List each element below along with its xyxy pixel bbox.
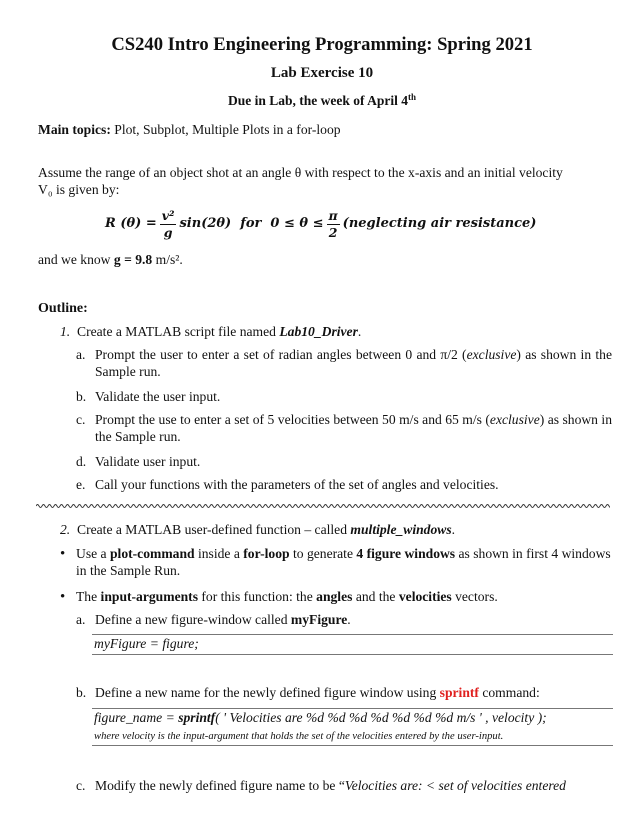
sub-item-define-figure xyxy=(76,612,612,629)
main-topics-text: Plot, Subplot, Multiple Plots in a for-loop xyxy=(110,122,341,137)
sub-item-text: Validate user input. xyxy=(95,454,201,469)
main-topics-label: Main topics: xyxy=(38,122,111,137)
fraction-v2-over-g xyxy=(160,208,177,241)
code-line: myFigure = figure; xyxy=(94,636,199,651)
code-part: figure_name = xyxy=(94,710,179,725)
code-bold-part: sprintf xyxy=(178,710,216,725)
due-date xyxy=(0,93,644,109)
code-part: ( ' Velocities are %d %d %d %d %d %d %d m/s ' , velocity ); xyxy=(215,710,547,725)
bullet-text-part: for this function: the xyxy=(197,589,317,604)
bullet-dot-icon: • xyxy=(60,546,66,562)
bullet-dot-icon: • xyxy=(60,589,66,605)
sub-item-text-part: Define a new name for the newly defined figure window using xyxy=(95,685,440,700)
sub-item-text-part: Modify the newly defined figure name to be “ xyxy=(95,778,345,793)
sub-item-text xyxy=(95,685,612,702)
outline-item-1 xyxy=(60,324,612,341)
intro-line-1: Assume the range of an object shot at an angle θ with respect to the x-axis and an initial velocity xyxy=(38,165,563,180)
outline-heading: Outline: xyxy=(38,301,88,316)
fraction-numerator: v² xyxy=(161,207,175,223)
sub-item-c xyxy=(76,412,612,445)
sub-item-text xyxy=(95,347,612,380)
sub-item-text: Validate the user input. xyxy=(95,389,221,404)
range-equation xyxy=(105,202,605,246)
sub-item-e xyxy=(76,477,612,494)
fraction-numerator: π xyxy=(328,207,338,223)
bullet-text xyxy=(76,589,612,606)
intro-line-2: V₀ is given by: xyxy=(38,181,120,197)
fraction-pi-over-2 xyxy=(327,208,340,241)
sub-item-bold-part: myFigure xyxy=(290,612,348,627)
item-suffix: . xyxy=(357,324,362,339)
sub-item-b xyxy=(76,389,612,406)
sub-item-label: c. xyxy=(76,412,86,427)
item-number: 2. xyxy=(60,522,71,537)
item-text: Create a MATLAB script file named xyxy=(77,324,280,339)
gravity-unit: m/s². xyxy=(152,252,183,267)
sub-item-label: b. xyxy=(76,685,87,700)
sub-item-text-end: . xyxy=(347,612,351,627)
script-name: Lab10_Driver xyxy=(279,324,358,339)
bullet-plot-command xyxy=(60,546,612,579)
bullet-bold-part: plot-command xyxy=(109,546,195,561)
bullet-bold-part: 4 figure windows xyxy=(356,546,456,561)
bullet-text-part: The xyxy=(76,589,101,604)
bullet-bold-part: angles xyxy=(316,589,353,604)
bullet-text-part: and the xyxy=(352,589,399,604)
fraction-denominator: 2 xyxy=(328,224,338,240)
bullet-bold-part: for-loop xyxy=(243,546,290,561)
gravity-prefix: and we know xyxy=(38,252,114,267)
gravity-line xyxy=(38,252,613,269)
equation-rhs: (neglecting air resistance) xyxy=(342,216,537,232)
bullet-input-arguments xyxy=(60,589,612,606)
due-text: Due in Lab, the week of April 4 xyxy=(227,93,408,108)
outline-item-2 xyxy=(60,522,612,539)
bullet-text-part: as shown in first 4 windows in the Sample Run. xyxy=(76,546,611,578)
sub-item-label: a. xyxy=(76,612,86,627)
function-name: multiple_windows xyxy=(350,522,452,537)
sub-item-text xyxy=(95,612,612,629)
lab-exercise-title: Lab Exercise 10 xyxy=(270,65,374,81)
main-topics xyxy=(38,122,613,139)
wavy-divider xyxy=(36,502,610,510)
sub-item-italic-part: Velocities are: < set of velocities entered xyxy=(344,778,566,793)
sub-item-text-pre: Prompt the user to enter a set of radian angles between 0 and π/2 ( xyxy=(95,347,467,362)
code-note: where velocity is the input-argument that holds the set of the velocities entered by the user-input. xyxy=(94,730,504,742)
code-box-figure xyxy=(92,634,613,655)
course-title: CS240 Intro Engineering Programming: Spring 2021 xyxy=(111,34,533,55)
due-superscript: th xyxy=(408,92,417,102)
sub-item-text-part: Define a new figure-window called xyxy=(95,612,291,627)
bullet-text xyxy=(76,546,612,579)
sub-item-label: a. xyxy=(76,347,86,362)
bullet-text-part: Use a xyxy=(76,546,110,561)
sub-item-text-pre: Prompt the use to enter a set of 5 velocities between 50 m/s and 65 m/s ( xyxy=(95,412,490,427)
intro-paragraph xyxy=(38,165,613,198)
code-box-sprintf xyxy=(92,708,613,746)
sub-item-label: b. xyxy=(76,389,87,404)
fraction-denominator: g xyxy=(163,224,173,240)
sub-item-text-post: ) as shown in the Sample run. xyxy=(95,412,612,444)
bullet-text-part: to generate xyxy=(289,546,357,561)
equation-middle: sin(2θ) for 0 ≤ θ ≤ xyxy=(179,216,324,232)
sub-item-text-post: ) as shown in the Sample run. xyxy=(95,347,613,379)
equation-lhs: R (θ) = xyxy=(105,216,157,232)
bullet-bold-part: velocities xyxy=(398,589,452,604)
sub-item-d xyxy=(76,454,612,471)
sub-item-text xyxy=(95,412,612,445)
sub-item-label: e. xyxy=(76,477,86,492)
sub-item-label: c. xyxy=(76,778,86,793)
sprintf-highlight: sprintf xyxy=(439,685,479,700)
sub-item-modify-name xyxy=(76,778,612,795)
sub-item-sprintf xyxy=(76,685,612,702)
sub-item-text xyxy=(95,778,612,795)
item-text: Create a MATLAB user-defined function – called xyxy=(77,522,351,537)
sub-item-a xyxy=(76,347,612,380)
sub-item-text: Call your functions with the parameters of the set of angles and velocities. xyxy=(95,477,499,492)
sub-item-text-italic: exclusive xyxy=(466,347,517,362)
sub-item-text-italic: exclusive xyxy=(489,412,540,427)
bullet-text-part: vectors. xyxy=(451,589,498,604)
code-line xyxy=(94,710,613,727)
gravity-value: g = 9.8 xyxy=(113,252,153,267)
bullet-text-part: inside a xyxy=(194,546,244,561)
bullet-bold-part: input-arguments xyxy=(100,589,198,604)
item-suffix: . xyxy=(451,522,456,537)
item-number: 1. xyxy=(60,324,71,339)
sub-item-text-end: command: xyxy=(478,685,540,700)
sub-item-label: d. xyxy=(76,454,87,469)
